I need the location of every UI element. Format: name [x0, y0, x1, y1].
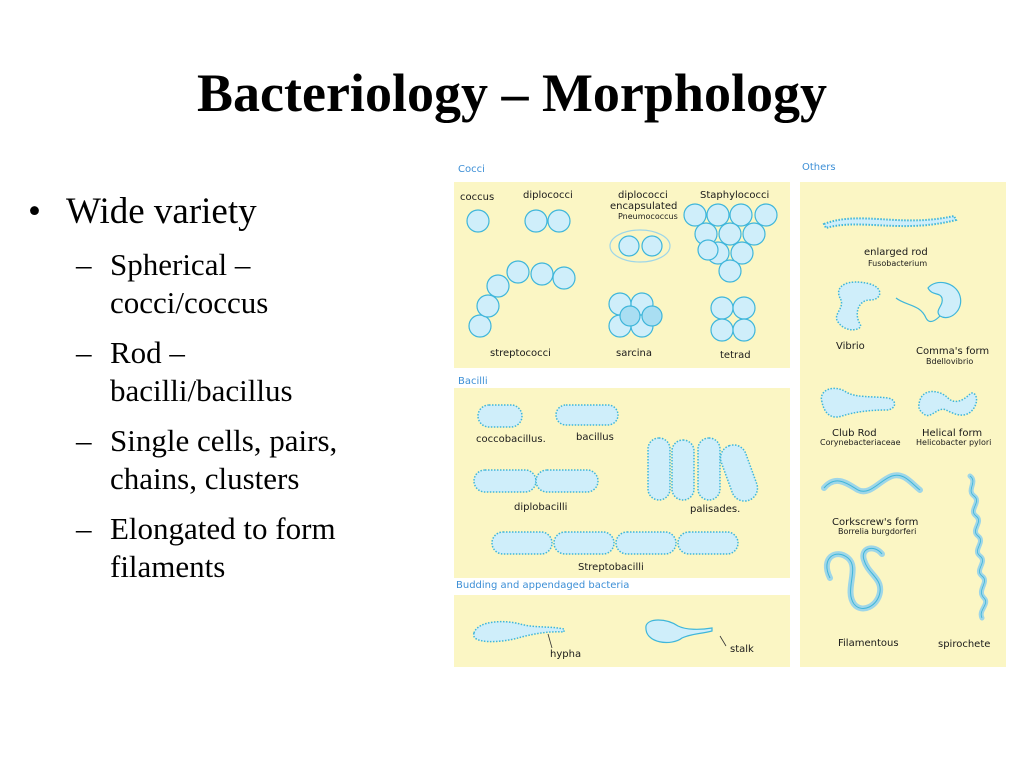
bullet-dash: –	[76, 423, 92, 458]
bacilli-header: Bacilli	[458, 376, 488, 387]
staphylococci-label: Staphylococci	[700, 190, 770, 201]
sub-bullet-line: Rod –	[110, 335, 185, 370]
sub-bullet-rod	[28, 334, 428, 410]
bullet-main-text: Wide variety	[66, 191, 257, 232]
diplococcus-cell	[548, 210, 570, 232]
vibrio-label: Vibrio	[836, 341, 865, 352]
encapsulated-cell	[642, 236, 662, 256]
bullet-dot: •	[28, 191, 41, 232]
streptobacillus-cell	[554, 532, 614, 554]
streptococci-label: streptococci	[490, 348, 551, 359]
others-header: Others	[802, 162, 836, 173]
corynebacteriaceae-label: Corynebacteriaceae	[820, 438, 901, 447]
bullet-list	[28, 190, 428, 586]
coccobacillus-cell	[478, 405, 522, 427]
borrelia-label: Borrelia burgdorferi	[838, 527, 917, 536]
corkscrew-label: Corkscrew's form	[832, 517, 919, 528]
diplococcus-cell	[525, 210, 547, 232]
hypha-label: hypha	[550, 649, 582, 660]
bdellovibrio-label: Bdellovibrio	[926, 357, 974, 366]
slide-title: Bacteriology – Morphology	[197, 63, 827, 123]
bacillus-cell	[556, 405, 618, 425]
helicobacter-label: Helicobacter pylori	[916, 438, 992, 447]
bullet-dash: –	[76, 511, 92, 546]
sub-bullet-arrangements	[28, 422, 428, 498]
stalk-label: stalk	[730, 644, 754, 655]
palisade-cell	[648, 438, 670, 500]
budding-header: Budding and appendaged bacteria	[456, 580, 630, 591]
bullet-dash: –	[76, 247, 92, 282]
sub-bullet-line: bacilli/bacillus	[110, 373, 293, 408]
morphology-figure	[450, 158, 1010, 670]
diplobacillus-cell	[474, 470, 536, 492]
diplobacilli-label: diplobacilli	[514, 502, 568, 513]
helical-form-label: Helical form	[922, 428, 983, 439]
coccus-label: coccus	[460, 192, 495, 203]
sub-bullet-line: Spherical –	[110, 247, 251, 282]
commas-form-label: Comma's form	[916, 346, 990, 357]
sub-bullet-filaments	[28, 510, 428, 586]
tetrad-label: tetrad	[720, 350, 751, 361]
sub-bullet-line: Elongated to form	[110, 511, 336, 546]
pneumococcus-label: Pneumococcus	[618, 212, 678, 221]
club-rod-label: Club Rod	[832, 428, 877, 439]
sarcina-label: sarcina	[616, 348, 652, 359]
streptobacillus-cell	[678, 532, 738, 554]
coccobacillus-label: coccobacillus.	[476, 434, 546, 445]
palisade-cell	[672, 440, 694, 500]
sub-bullet-line: chains, clusters	[110, 461, 300, 496]
streptobacilli-label: Streptobacilli	[578, 562, 644, 573]
coccus-cell	[467, 210, 489, 232]
encapsulated-cell	[619, 236, 639, 256]
bullet-dash: –	[76, 335, 92, 370]
sub-bullet-line: cocci/coccus	[110, 285, 269, 320]
fusobacterium-label: Fusobacterium	[868, 259, 928, 268]
palisade-cell	[698, 438, 720, 500]
diplococci-label: diplococci	[523, 190, 573, 201]
palisades-label: palisades.	[690, 504, 741, 515]
sub-bullet-line: filaments	[110, 549, 226, 584]
diplococci-encapsulated-label: encapsulated	[610, 201, 678, 212]
sub-bullet-line: Single cells, pairs,	[110, 423, 338, 458]
bullet-main	[28, 190, 428, 234]
diplobacillus-cell	[536, 470, 598, 492]
filamentous-label: Filamentous	[838, 638, 899, 649]
streptobacillus-cell	[492, 532, 552, 554]
streptobacillus-cell	[616, 532, 676, 554]
diplococci-encapsulated-label: diplococci	[618, 190, 668, 201]
bacillus-label: bacillus	[576, 432, 614, 443]
enlarged-rod-label: enlarged rod	[864, 247, 928, 258]
spirochete-label: spirochete	[938, 639, 991, 650]
sub-bullet-spherical	[28, 246, 428, 322]
cocci-header: Cocci	[458, 164, 485, 175]
